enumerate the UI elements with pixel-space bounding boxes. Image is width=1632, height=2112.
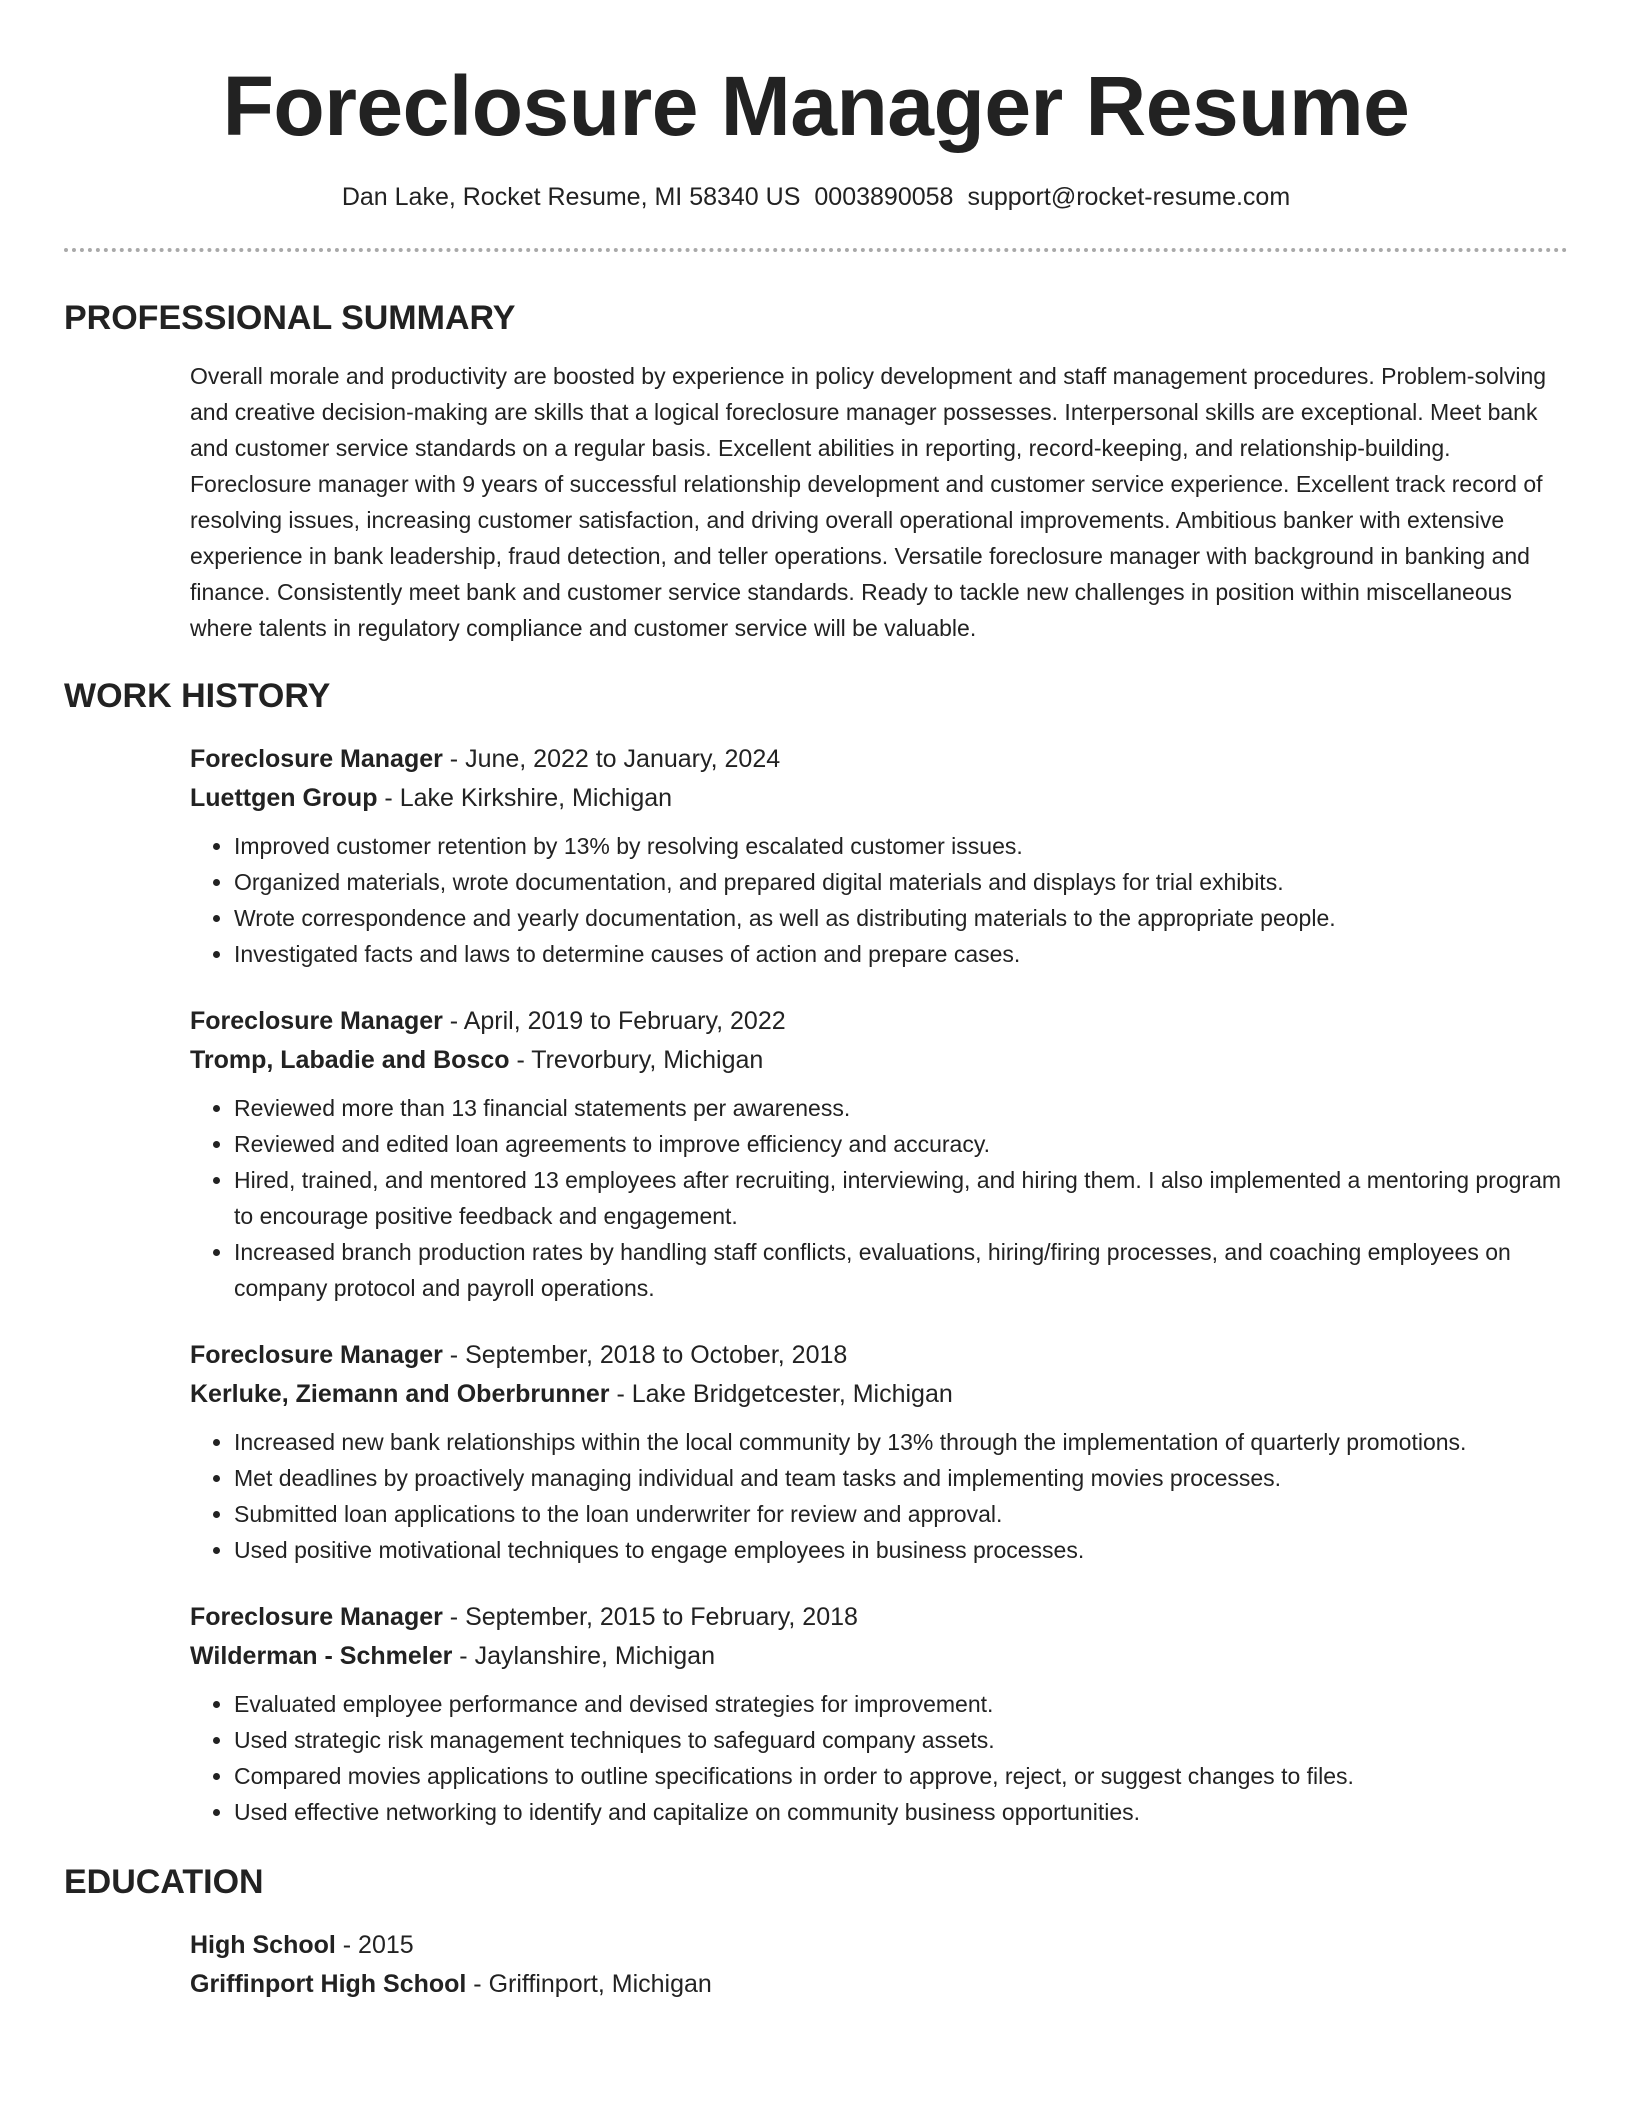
job-bullet: • Hired, trained, and mentored 13 employees after recruiting, interviewing, and hiring them. I also implemented a mentoring program to encourage positive feedback and engagement. <box>234 1162 1568 1234</box>
job-bullet: • Increased new bank relationships within the local community by 13% through the implementation of quarterly promotions. <box>234 1424 1568 1460</box>
job-bullet: • Submitted loan applications to the loan underwriter for review and approval. <box>234 1496 1568 1532</box>
education-degree: High School <box>190 1931 336 1959</box>
job-company-line <box>190 1375 1568 1414</box>
job-bullet: • Compared movies applications to outline specifications in order to approve, reject, or suggest changes to files. <box>234 1758 1568 1794</box>
job-company: Luettgen Group <box>190 784 378 812</box>
contact-phone: 0003890058 <box>814 183 954 211</box>
job-bullet: • Evaluated employee performance and devised strategies for improvement. <box>234 1686 1568 1722</box>
job-bullet: • Met deadlines by proactively managing individual and team tasks and implementing movies processes. <box>234 1460 1568 1496</box>
job-company: Kerluke, Ziemann and Oberbrunner <box>190 1380 610 1408</box>
job-location: - Jaylanshire, Michigan <box>452 1642 715 1670</box>
job-bullet: • Used positive motivational techniques to engage employees in business processes. <box>234 1532 1568 1568</box>
job-title-line <box>190 1336 1568 1375</box>
job-title: Foreclosure Manager <box>190 1007 443 1035</box>
job-title: Foreclosure Manager <box>190 1341 443 1369</box>
job-bullets <box>190 828 1568 972</box>
job-location: - Trevorbury, Michigan <box>509 1046 764 1074</box>
job-company-line <box>190 779 1568 818</box>
job-title: Foreclosure Manager <box>190 745 443 773</box>
job-bullet: • Organized materials, wrote documentation, and prepared digital materials and displays for trial exhibits. <box>234 864 1568 900</box>
education-section <box>64 1860 1568 2004</box>
job-entry <box>190 1336 1568 1568</box>
job-bullets <box>190 1090 1568 1306</box>
contact-line <box>64 180 1568 214</box>
header-divider <box>64 248 1568 252</box>
job-dates: - September, 2018 to October, 2018 <box>442 1341 848 1369</box>
work-history-heading: WORK HISTORY <box>64 677 331 715</box>
job-bullet: • Reviewed and edited loan agreements to improve efficiency and accuracy. <box>234 1126 1568 1162</box>
job-company: Tromp, Labadie and Bosco <box>190 1046 510 1074</box>
resume-title: Foreclosure Manager Resume <box>222 59 1410 153</box>
work-history-section <box>64 674 1568 1830</box>
job-entry <box>190 740 1568 972</box>
job-dates: - April, 2019 to February, 2022 <box>442 1007 786 1035</box>
job-bullet: • Reviewed more than 13 financial statements per awareness. <box>234 1090 1568 1126</box>
contact-email: support@rocket-resume.com <box>967 183 1291 211</box>
job-title: Foreclosure Manager <box>190 1603 443 1631</box>
job-entry <box>190 1002 1568 1306</box>
job-bullet: • Improved customer retention by 13% by resolving escalated customer issues. <box>234 828 1568 864</box>
job-title-line <box>190 1598 1568 1637</box>
job-company-line <box>190 1637 1568 1676</box>
job-title-line <box>190 740 1568 779</box>
education-heading: EDUCATION <box>64 1863 264 1901</box>
job-bullet: • Increased branch production rates by handling staff conflicts, evaluations, hiring/firing processes, and coaching employees on company protocol and payroll operations. <box>234 1234 1568 1306</box>
job-dates: - June, 2022 to January, 2024 <box>442 745 781 773</box>
job-bullet: • Investigated facts and laws to determine causes of action and prepare cases. <box>234 936 1568 972</box>
resume-header <box>64 0 1568 214</box>
education-school-line <box>190 1965 1568 2004</box>
job-bullet: • Wrote correspondence and yearly documentation, as well as distributing materials to the appropriate people. <box>234 900 1568 936</box>
education-entry <box>190 1926 1568 2004</box>
education-school: Griffinport High School <box>190 1970 467 1998</box>
job-title-line <box>190 1002 1568 1041</box>
summary-text: Overall morale and productivity are boosted by experience in policy development and staff management procedures. Problem-solving and creative decision-making are skills that a logical foreclosure manager possesses. Interpersonal skills are exceptional. Meet bank and customer service standards on a regular basis. Excellent abilities in reporting, record-keeping, and relationship-building. Foreclosure manager with 9 years of successful relationship development and customer service experience. Excellent track record of resolving issues, increasing customer satisfaction, and driving overall operational improvements. Ambitious banker with extensive experience in bank leadership, fraud detection, and teller operations. Versatile foreclosure manager with background in banking and finance. Consistently meet bank and customer service standards. Ready to tackle new challenges in position within miscellaneous where talents in regulatory compliance and customer service will be valuable. <box>190 363 1547 641</box>
job-bullet: • Used effective networking to identify and capitalize on community business opportunities. <box>234 1794 1568 1830</box>
job-bullets <box>190 1424 1568 1568</box>
summary-heading: PROFESSIONAL SUMMARY <box>64 299 516 337</box>
education-degree-line <box>190 1926 1568 1965</box>
summary-section <box>64 296 1568 646</box>
job-location: - Lake Bridgetcester, Michigan <box>609 1380 953 1408</box>
job-entry <box>190 1598 1568 1830</box>
job-location: - Lake Kirkshire, Michigan <box>377 784 673 812</box>
contact-address: Dan Lake, Rocket Resume, MI 58340 US <box>341 183 801 211</box>
job-bullets <box>190 1686 1568 1830</box>
job-bullet: • Used strategic risk management techniques to safeguard company assets. <box>234 1722 1568 1758</box>
job-dates: - September, 2015 to February, 2018 <box>442 1603 858 1631</box>
education-year: - 2015 <box>335 1931 414 1959</box>
job-company-line <box>190 1041 1568 1080</box>
education-location: - Griffinport, Michigan <box>466 1970 712 1998</box>
job-company: Wilderman - Schmeler <box>190 1642 453 1670</box>
